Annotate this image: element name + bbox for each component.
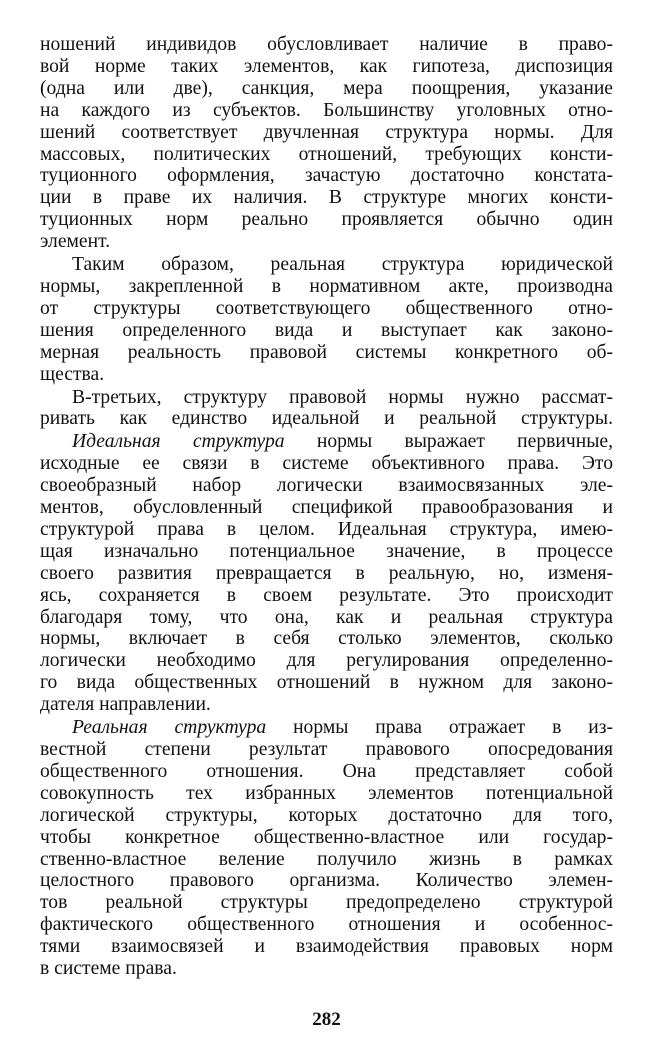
- text-line: мерная реальность правовой системы конкретного об-: [40, 341, 613, 363]
- text-line: совокупность тех избранных элементов потенциальной: [40, 782, 613, 804]
- text-line: [40, 431, 613, 453]
- paragraph-1: [40, 34, 613, 253]
- text-line: щая изначально потенциальное значение, в процессе: [40, 540, 613, 562]
- text-line: благодаря тому, что она, как и реальная структура: [40, 606, 613, 628]
- term-ideal-structure: Идеальная структура: [72, 431, 285, 453]
- text-line: целостного правового организма. Количество элемен-: [40, 870, 613, 892]
- text-line: го вида общественных отношений в нужном для законо-: [40, 672, 613, 694]
- term-real-structure: Реальная структура: [72, 717, 267, 739]
- text-line: структурой права в целом. Идеальная структура, имею-: [40, 518, 613, 540]
- page-number: 282: [312, 1009, 341, 1030]
- text-line: нормы, закрепленной в нормативном акте, производна: [40, 275, 613, 297]
- text-line: щества.: [40, 363, 105, 385]
- text-line: своего развития превращается в реальную, но, изменя-: [40, 562, 613, 584]
- text-line: туционных норм реально проявляется обычно один: [40, 209, 613, 231]
- text-line: фактического общественного отношения и особеннос-: [40, 914, 613, 936]
- text-line: своеобразный набор логически взаимосвязанных эле-: [40, 475, 613, 497]
- text-line: ственно-властное веление получило жизнь в рамках: [40, 848, 613, 870]
- text-line: тов реальной структуры предопределено структурой: [40, 892, 613, 914]
- text-line: туционного оформления, зачастую достаточно констата-: [40, 165, 613, 187]
- text-line: общественного отношения. Она представляет собой: [40, 760, 613, 782]
- lead-line-rest: нормы выражает первичные,: [284, 431, 614, 453]
- text-line: логической структуры, которых достаточно для того,: [40, 804, 613, 826]
- text-line: вестной степени результат правового опосредования: [40, 739, 613, 760]
- lead-line-rest: нормы права отражает в из-: [266, 717, 613, 739]
- text-line: элемент.: [40, 231, 111, 253]
- text-line: дателя направлении.: [40, 694, 211, 716]
- text-line: исходные ее связи в системе объективного права. Это: [40, 453, 613, 475]
- text-line: [40, 717, 613, 739]
- text-line: (одна или две), санкция, мера поощрения, указание: [40, 77, 613, 99]
- text-line: шения определенного вида и выступает как законо-: [40, 319, 613, 341]
- text-line: ношений индивидов обусловливает наличие в право-: [40, 34, 613, 55]
- text-line: нормы, включает в себя столько элементов, сколько: [40, 628, 613, 650]
- text-line: Таким образом, реальная структура юридической: [72, 254, 613, 276]
- text-line: тями взаимосвязей и взаимодействия правовых норм: [40, 936, 613, 958]
- text-line: ментов, обусловленный спецификой правообразования и: [40, 497, 613, 519]
- text-line: вой норме таких элементов, как гипотеза, диспозиция: [40, 55, 613, 77]
- text-line: ясь, сохраняется в своем результате. Это происходит: [40, 584, 613, 606]
- paragraph-real-structure: [40, 717, 613, 980]
- text-line: логически необходимо для регулирования определенно-: [40, 650, 613, 672]
- page-text-body: [40, 34, 613, 980]
- text-line: шений соответствует двучленная структура нормы. Для: [40, 121, 613, 143]
- text-line: от структуры соответствующего общественного отно-: [40, 297, 613, 319]
- paragraph-3: [40, 387, 613, 431]
- text-line: ривать как единство идеальной и реальной структуры.: [40, 408, 613, 430]
- text-line: массовых, политических отношений, требующих консти-: [40, 143, 613, 165]
- text-line: в системе права.: [40, 958, 177, 980]
- text-line: чтобы конкретное общественно-властное или государ-: [40, 826, 613, 848]
- text-line: на каждого из субъектов. Большинству уголовных отно-: [40, 99, 613, 121]
- paragraph-2: [40, 254, 613, 385]
- paragraph-ideal-structure: [40, 431, 613, 716]
- text-line: В-третьих, структуру правовой нормы нужно рассмат-: [72, 386, 613, 408]
- text-line: ции в праве их наличия. В структуре многих консти-: [40, 187, 613, 209]
